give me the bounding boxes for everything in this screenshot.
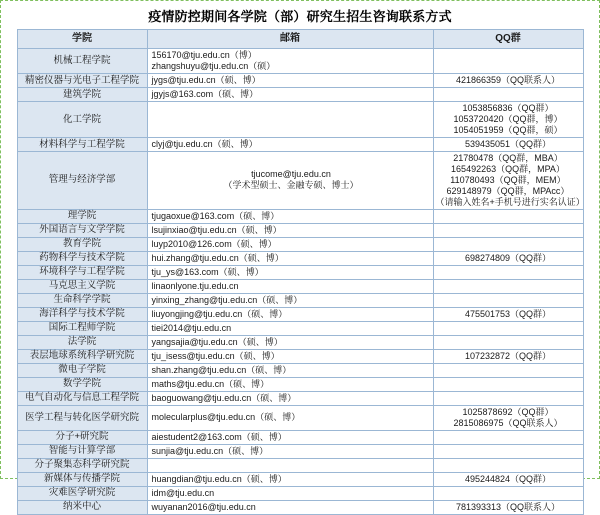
qq-line: 165492263（QQ群，MPA） xyxy=(451,163,565,174)
cell-qq xyxy=(433,209,583,223)
qq-line: 1053720420（QQ群，博） xyxy=(453,113,563,124)
table-row xyxy=(17,363,583,377)
cell-qq xyxy=(433,335,583,349)
cell-email xyxy=(147,73,433,87)
cell-email xyxy=(147,307,433,321)
cell-email xyxy=(147,251,433,265)
email-line: clyj@tju.edu.cn（硕、博） xyxy=(151,138,258,149)
cell-qq xyxy=(433,363,583,377)
cell-department: 建筑学院 xyxy=(17,87,147,101)
cell-email xyxy=(147,49,433,74)
cell-qq xyxy=(433,137,583,151)
cell-email xyxy=(147,405,433,430)
cell-department: 微电子学院 xyxy=(17,363,147,377)
email-line: tiei2014@tju.edu.cn xyxy=(151,322,232,333)
cell-email xyxy=(147,223,433,237)
cell-email xyxy=(147,87,433,101)
cell-qq xyxy=(433,321,583,335)
qq-line: 1025878692（QQ群） xyxy=(462,406,554,417)
table-row xyxy=(17,251,583,265)
qq-line: 539435051（QQ群） xyxy=(464,138,552,149)
qq-line: 781393313（QQ联系人） xyxy=(455,501,561,512)
cell-qq xyxy=(433,87,583,101)
email-line: lsujinxiao@tju.edu.cn（硕、博） xyxy=(151,224,282,235)
table-row xyxy=(17,377,583,391)
table-row xyxy=(17,444,583,458)
page-title: 疫情防控期间各学院（部）研究生招生咨询联系方式 xyxy=(148,9,452,24)
cell-department: 分子+研究院 xyxy=(17,430,147,444)
table-row xyxy=(17,349,583,363)
cell-email xyxy=(147,349,433,363)
email-line: baoguowang@tju.edu.cn（硕、博） xyxy=(151,392,297,403)
email-line: yinxing_zhang@tju.edu.cn（硕、博） xyxy=(151,294,303,305)
cell-department: 灾难医学研究院 xyxy=(17,486,147,500)
cell-email xyxy=(147,335,433,349)
table-header xyxy=(17,30,583,49)
cell-qq xyxy=(433,349,583,363)
email-line: shan.zhang@tju.edu.cn（硕、博） xyxy=(151,364,292,375)
table-row xyxy=(17,293,583,307)
cell-email xyxy=(147,486,433,500)
cell-department: 马克思主义学院 xyxy=(17,279,147,293)
table-row xyxy=(17,209,583,223)
cell-email xyxy=(147,237,433,251)
cell-email xyxy=(147,377,433,391)
cell-department: 理学院 xyxy=(17,209,147,223)
cell-department: 纳米中心 xyxy=(17,500,147,514)
column-header-qq: QQ群 xyxy=(433,30,583,49)
column-header-email: 邮箱 xyxy=(147,30,433,49)
table-row xyxy=(17,391,583,405)
cell-department: 新媒体与传播学院 xyxy=(17,472,147,486)
table-row xyxy=(17,486,583,500)
table-row xyxy=(17,265,583,279)
cell-qq xyxy=(433,430,583,444)
cell-email xyxy=(147,265,433,279)
cell-department: 生命科学学院 xyxy=(17,293,147,307)
email-line: tjucome@tju.edu.cn xyxy=(251,169,331,180)
table-row xyxy=(17,137,583,151)
email-line: maths@tju.edu.cn（硕、博） xyxy=(151,378,270,389)
cell-email xyxy=(147,363,433,377)
qq-line: （请输入姓名+手机号进行实名认证） xyxy=(435,196,585,207)
cell-department: 管理与经济学部 xyxy=(17,151,147,209)
cell-qq xyxy=(433,486,583,500)
cell-qq xyxy=(433,73,583,87)
table-row xyxy=(17,500,583,514)
cell-qq xyxy=(433,251,583,265)
cell-department: 电气自动化与信息工程学院 xyxy=(17,391,147,405)
email-line: huangdian@tju.edu.cn（硕、博） xyxy=(151,473,287,484)
cell-qq xyxy=(433,265,583,279)
cell-qq xyxy=(433,293,583,307)
cell-qq xyxy=(433,223,583,237)
cell-email xyxy=(147,321,433,335)
qq-line: 1054051959（QQ群，硕） xyxy=(453,124,563,135)
cell-department: 机械工程学院 xyxy=(17,49,147,74)
email-line: hui.zhang@tju.edu.cn（硕、博） xyxy=(151,252,284,263)
cell-email xyxy=(147,293,433,307)
email-line: idm@tju.edu.cn xyxy=(151,487,215,498)
cell-qq xyxy=(433,307,583,321)
cell-department: 教育学院 xyxy=(17,237,147,251)
cell-department: 智能与计算学部 xyxy=(17,444,147,458)
cell-email xyxy=(147,444,433,458)
cell-department: 材料科学与工程学院 xyxy=(17,137,147,151)
cell-email xyxy=(147,472,433,486)
qq-line: 1053856836（QQ群） xyxy=(462,102,554,113)
cell-email xyxy=(147,391,433,405)
table-row xyxy=(17,458,583,472)
email-line: 156170@tju.edu.cn（博） xyxy=(151,50,257,60)
table-row xyxy=(17,101,583,137)
table-row xyxy=(17,307,583,321)
email-line: tju_ys@163.com（硕、博） xyxy=(151,266,264,277)
cell-email xyxy=(147,209,433,223)
email-line: sunjia@tju.edu.cn（硕、博） xyxy=(151,445,269,456)
table-row xyxy=(17,223,583,237)
cell-qq xyxy=(433,279,583,293)
email-line: tju_isess@tju.edu.cn（硕、博） xyxy=(151,350,280,361)
cell-qq xyxy=(433,151,583,209)
email-line: molecularplus@tju.edu.cn（硕、博） xyxy=(151,412,301,423)
qq-line: 110780493（QQ群，MEM） xyxy=(450,174,566,185)
cell-department: 海洋科学与技术学院 xyxy=(17,307,147,321)
cell-email xyxy=(147,137,433,151)
email-line: linaonlyone.tju.edu.cn xyxy=(151,280,239,291)
email-line: liuyongjing@tju.edu.cn（硕、博） xyxy=(151,308,288,319)
table-row xyxy=(17,151,583,209)
cell-email xyxy=(147,279,433,293)
email-line: （学术型硕士、金融专硕、博士） xyxy=(223,180,359,191)
qq-line: 2815086975（QQ联系人） xyxy=(453,417,563,428)
cell-department: 表层地球系统科学研究院 xyxy=(17,349,147,363)
email-line: aiestudent2@163.com（硕、博） xyxy=(151,431,287,442)
qq-line: 421866359（QQ联系人） xyxy=(455,74,561,85)
cell-qq xyxy=(433,377,583,391)
qq-line: 475501753（QQ群） xyxy=(464,308,552,319)
cell-qq xyxy=(433,391,583,405)
qq-line: 495244824（QQ群） xyxy=(464,473,552,484)
cell-email xyxy=(147,151,433,209)
cell-qq xyxy=(433,49,583,74)
email-line: luyp2010@126.com（硕、博） xyxy=(151,238,277,249)
cell-department: 国际工程师学院 xyxy=(17,321,147,335)
table-row xyxy=(17,49,583,74)
cell-department: 数学学院 xyxy=(17,377,147,391)
email-line: yangsajia@tju.edu.cn（硕、博） xyxy=(151,336,283,347)
cell-department: 药物科学与技术学院 xyxy=(17,251,147,265)
table-row xyxy=(17,237,583,251)
cell-department: 化工学院 xyxy=(17,101,147,137)
cell-department: 分子聚集态科学研究院 xyxy=(17,458,147,472)
email-line: jygs@tju.edu.cn（硕、博） xyxy=(151,74,261,85)
cell-qq xyxy=(433,444,583,458)
cell-department: 外国语言与文学学院 xyxy=(17,223,147,237)
table-row xyxy=(17,430,583,444)
table-row xyxy=(17,73,583,87)
qq-line: 698274809（QQ群） xyxy=(464,252,552,263)
cell-qq xyxy=(433,500,583,514)
cell-qq xyxy=(433,237,583,251)
email-line: tjugaoxue@163.com（硕、博） xyxy=(151,210,280,221)
column-header-department: 学院 xyxy=(17,30,147,49)
cell-email xyxy=(147,500,433,514)
email-line: jgyjs@163.com（硕、博） xyxy=(151,88,259,99)
table-row xyxy=(17,279,583,293)
table-row xyxy=(17,87,583,101)
table-body xyxy=(17,49,583,515)
cell-department: 法学院 xyxy=(17,335,147,349)
table-row xyxy=(17,321,583,335)
cell-qq xyxy=(433,405,583,430)
cell-email xyxy=(147,430,433,444)
cell-qq xyxy=(433,101,583,137)
contact-table xyxy=(17,29,584,515)
qq-line: 107232872（QQ群） xyxy=(464,350,552,361)
email-line: wuyanan2016@tju.edu.cn xyxy=(151,501,256,512)
cell-qq xyxy=(433,458,583,472)
qq-line: 21780478（QQ群，MBA） xyxy=(453,152,563,163)
email-line: zhangshuyu@tju.edu.cn（硕） xyxy=(151,60,276,71)
cell-department: 精密仪器与光电子工程学院 xyxy=(17,73,147,87)
table-row xyxy=(17,405,583,430)
table-row xyxy=(17,335,583,349)
cell-qq xyxy=(433,472,583,486)
cell-department: 环境科学与工程学院 xyxy=(17,265,147,279)
cell-email xyxy=(147,458,433,472)
qq-line: 629148979（QQ群，MPAcc） xyxy=(446,185,570,196)
table-row xyxy=(17,472,583,486)
cell-department: 医学工程与转化医学研究院 xyxy=(17,405,147,430)
cell-email xyxy=(147,101,433,137)
